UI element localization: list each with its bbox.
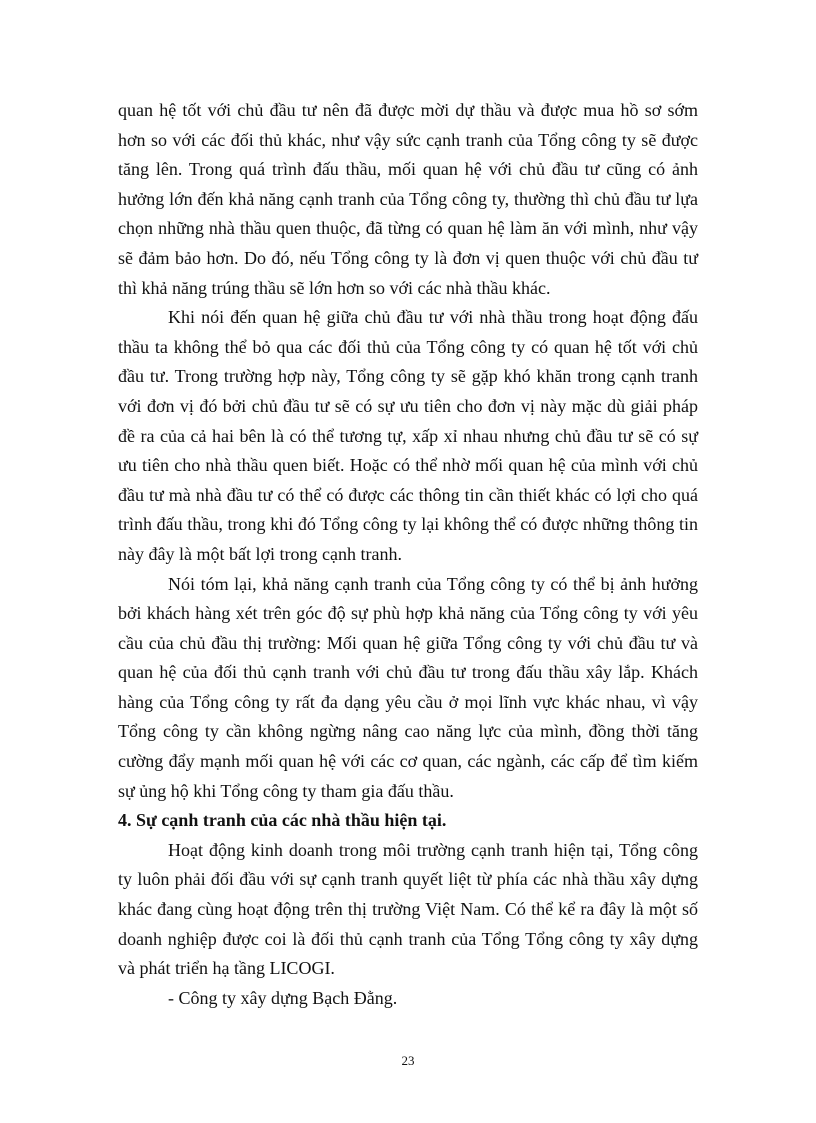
paragraph-continuation: quan hệ tốt với chủ đầu tư nên đã được mời dự thầu và được mua hồ sơ sớm hơn so với các đối thủ khác, như vậy sức cạnh tranh của Tổng công ty sẽ được tăng lên. Trong quá trình đấu thầu, mối quan hệ với chủ đầu tư cũng có ảnh hưởng lớn đến khả năng cạnh tranh của Tổng công ty, thường thì chủ đầu tư lựa chọn những nhà thầu quen thuộc, đã từng có quan hệ làm ăn với mình, như vậy sẽ đảm bảo hơn. Do đó, nếu Tổng công ty là đơn vị quen thuộc với chủ đầu tư thì khả năng trúng thầu sẽ lớn hơn so với các nhà thầu khác. <box>118 100 698 298</box>
paragraph-competitors: Hoạt động kinh doanh trong môi trường cạnh tranh hiện tại, Tổng công ty luôn phải đối đầu với sự cạnh tranh quyết liệt từ phía các nhà thầu xây dựng khác đang cùng hoạt động trên thị trường Việt Nam. Có thể kể ra đây là một số doanh nghiệp được coi là đối thủ cạnh tranh của Tổng Tổng công ty xây dựng và phát triển hạ tầng LICOGI. <box>118 839 698 979</box>
section-heading: 4. Sự cạnh tranh của các nhà thầu hiện tại. <box>118 810 447 831</box>
page-number: 23 <box>401 1053 415 1068</box>
paragraph-summary: Nói tóm lại, khả năng cạnh tranh của Tổng công ty có thể bị ảnh hưởng bởi khách hàng xét trên góc độ sự phù hợp khả năng của Tổng công ty với yêu cầu của chủ đầu thị trường: Mối quan hệ giữa Tổng công ty với chủ đầu tư và quan hệ của đối thủ cạnh tranh với chủ đầu tư trong đấu thầu xây lắp. Khách hàng của Tổng công ty rất đa dạng yêu cầu ở mọi lĩnh vực khác nhau, vì vậy Tổng công ty cần không ngừng nâng cao năng lực của mình, đồng thời tăng cường đẩy mạnh mối quan hệ với các cơ quan, các ngành, các cấp để tìm kiếm sự ủng hộ khi Tổng công ty tham gia đấu thầu. <box>118 573 698 801</box>
paragraph-investor-relations: Khi nói đến quan hệ giữa chủ đầu tư với nhà thầu trong hoạt động đấu thầu ta không thể bỏ qua các đối thủ của Tổng công ty có quan hệ tốt với chủ đầu tư. Trong trường hợp này, Tổng công ty sẽ gặp khó khăn trong cạnh tranh với đơn vị đó bởi chủ đầu tư sẽ có sự ưu tiên cho đơn vị này mặc dù giải pháp đề ra của cả hai bên là có thể tương tự, xấp xỉ nhau nhưng chủ đầu tư sẽ có sự ưu tiên cho nhà thầu quen biết. Hoặc có thể nhờ mối quan hệ của mình với chủ đầu tư mà nhà đầu tư có thể có được các thông tin cần thiết khác có lợi cho quá trình đấu thầu, trong khi đó Tổng công ty lại không thể có được những thông tin này đây là một bất lợi trong cạnh tranh. <box>118 307 698 564</box>
document-page <box>118 96 698 1013</box>
list-item: - Công ty xây dựng Bạch Đằng. <box>168 987 398 1008</box>
